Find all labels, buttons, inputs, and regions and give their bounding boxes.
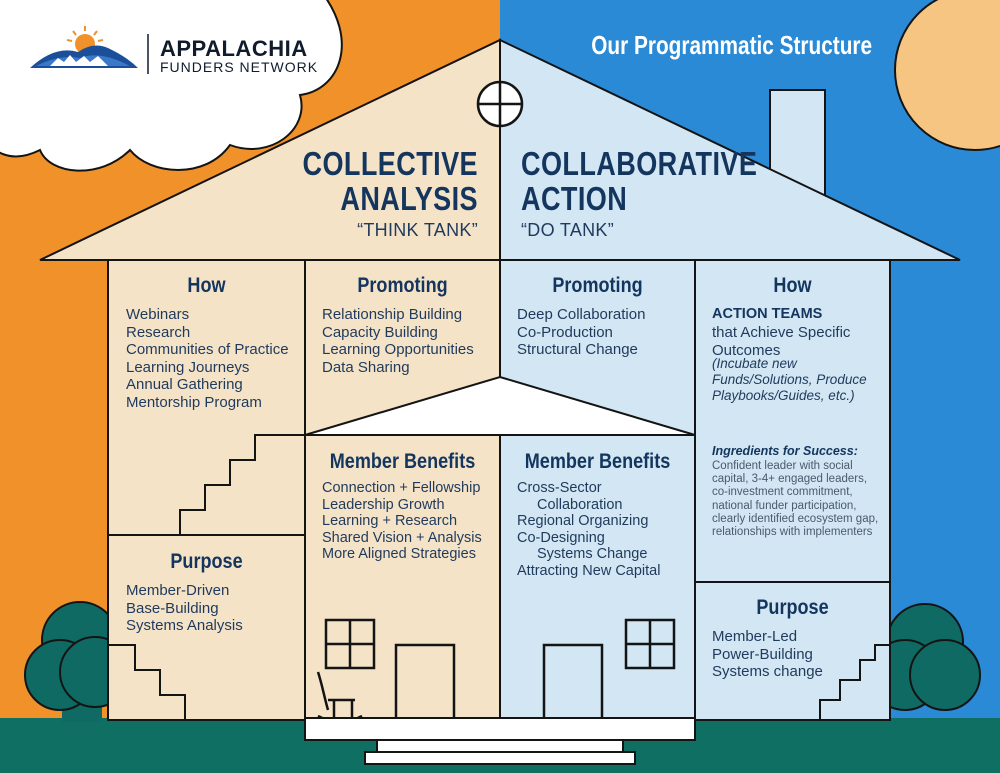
right-how-heading: How xyxy=(773,274,812,297)
action-teams-title: ACTION TEAMS xyxy=(712,306,823,322)
action-line: that Achieve Specific xyxy=(712,324,851,341)
right-promoting-list xyxy=(517,306,645,359)
list-item: Learning Journeys xyxy=(126,358,250,376)
list-item: Systems Change xyxy=(537,546,648,562)
roof-right-title-line-2: ACTION xyxy=(521,180,628,217)
left-how-list xyxy=(126,306,289,411)
left-promoting-heading: Promoting xyxy=(357,274,448,297)
roof-right-title-line-1: COLLABORATIVE xyxy=(521,145,758,182)
list-item: Structural Change xyxy=(517,341,638,358)
action-line: Outcomes xyxy=(712,341,781,359)
list-item: Leadership Growth xyxy=(322,496,445,513)
list-item: More Aligned Strategies xyxy=(322,546,476,562)
list-item: Base-Building xyxy=(126,599,219,617)
porch-step-1 xyxy=(377,740,623,752)
list-item: Regional Organizing xyxy=(517,513,649,529)
action-teams-description xyxy=(712,324,850,359)
list-item: Communities of Practice xyxy=(126,341,289,358)
list-item: Attracting New Capital xyxy=(517,562,661,579)
left-how-heading: How xyxy=(187,274,226,297)
list-item: Systems change xyxy=(712,663,823,680)
porch-step-2 xyxy=(365,752,635,764)
right-benefits-heading: Member Benefits xyxy=(524,450,671,473)
page-title: Our Programmatic Structure xyxy=(591,30,872,60)
list-item: Systems Analysis xyxy=(126,617,243,634)
list-item: Webinars xyxy=(126,306,190,323)
list-item: Mentorship Program xyxy=(126,393,262,411)
list-item: Co-Designing xyxy=(517,529,605,546)
list-item: Collaboration xyxy=(537,496,623,513)
attic-window xyxy=(478,82,522,126)
list-item: Cross-Sector xyxy=(517,480,602,496)
left-purpose-list xyxy=(126,582,243,635)
door-left xyxy=(396,645,454,720)
door-right xyxy=(544,645,602,720)
do-tank-tagline: “DO TANK” xyxy=(521,220,615,240)
list-item: Shared Vision + Analysis xyxy=(322,529,482,546)
roof-left-title-line-2: ANALYSIS xyxy=(340,180,478,217)
porch xyxy=(305,718,695,740)
list-item: Data Sharing xyxy=(322,358,410,376)
list-item: Power-Building xyxy=(712,645,813,663)
window-right xyxy=(626,620,674,668)
right-purpose-list xyxy=(712,628,823,681)
logo-name: APPALACHIA xyxy=(160,36,308,61)
list-item: Member-Led xyxy=(712,628,798,645)
list-item: Member-Driven xyxy=(126,582,230,599)
window-left xyxy=(326,620,374,668)
collaborative-action-title xyxy=(521,146,757,216)
left-promoting-list xyxy=(322,306,474,376)
roof-left-title-line-1: COLLECTIVE xyxy=(302,145,478,182)
list-item: Capacity Building xyxy=(322,323,438,341)
list-item: Learning + Research xyxy=(322,513,458,529)
right-benefits-list xyxy=(517,480,660,579)
think-tank-tagline: “THINK TANK” xyxy=(357,220,478,240)
list-item: Learning Opportunities xyxy=(322,341,474,358)
action-teams-note: (Incubate new Funds/Solutions, Produce Playbooks/Guides, etc.) xyxy=(712,356,867,403)
left-purpose-heading: Purpose xyxy=(170,550,243,573)
left-benefits-list xyxy=(322,480,482,563)
logo-subname: FUNDERS NETWORK xyxy=(160,59,319,75)
right-promoting-heading: Promoting xyxy=(552,274,643,297)
list-item: Annual Gathering xyxy=(126,376,243,393)
ingredients-title: Ingredients for Success: xyxy=(712,444,858,458)
ingredients-text: Confident leader with social capital, 3-4+ engaged leaders, co-investment commitment, national funder participation, clearly identified ecosystem gap, relationships with implementers xyxy=(712,460,879,539)
collective-analysis-title xyxy=(303,146,478,216)
right-purpose-heading: Purpose xyxy=(756,596,829,619)
list-item: Research xyxy=(126,323,191,341)
list-item: Relationship Building xyxy=(322,306,463,323)
left-benefits-heading: Member Benefits xyxy=(329,450,476,473)
list-item: Co-Production xyxy=(517,323,613,341)
list-item: Deep Collaboration xyxy=(517,306,646,323)
list-item: Connection + Fellowship xyxy=(322,480,481,496)
